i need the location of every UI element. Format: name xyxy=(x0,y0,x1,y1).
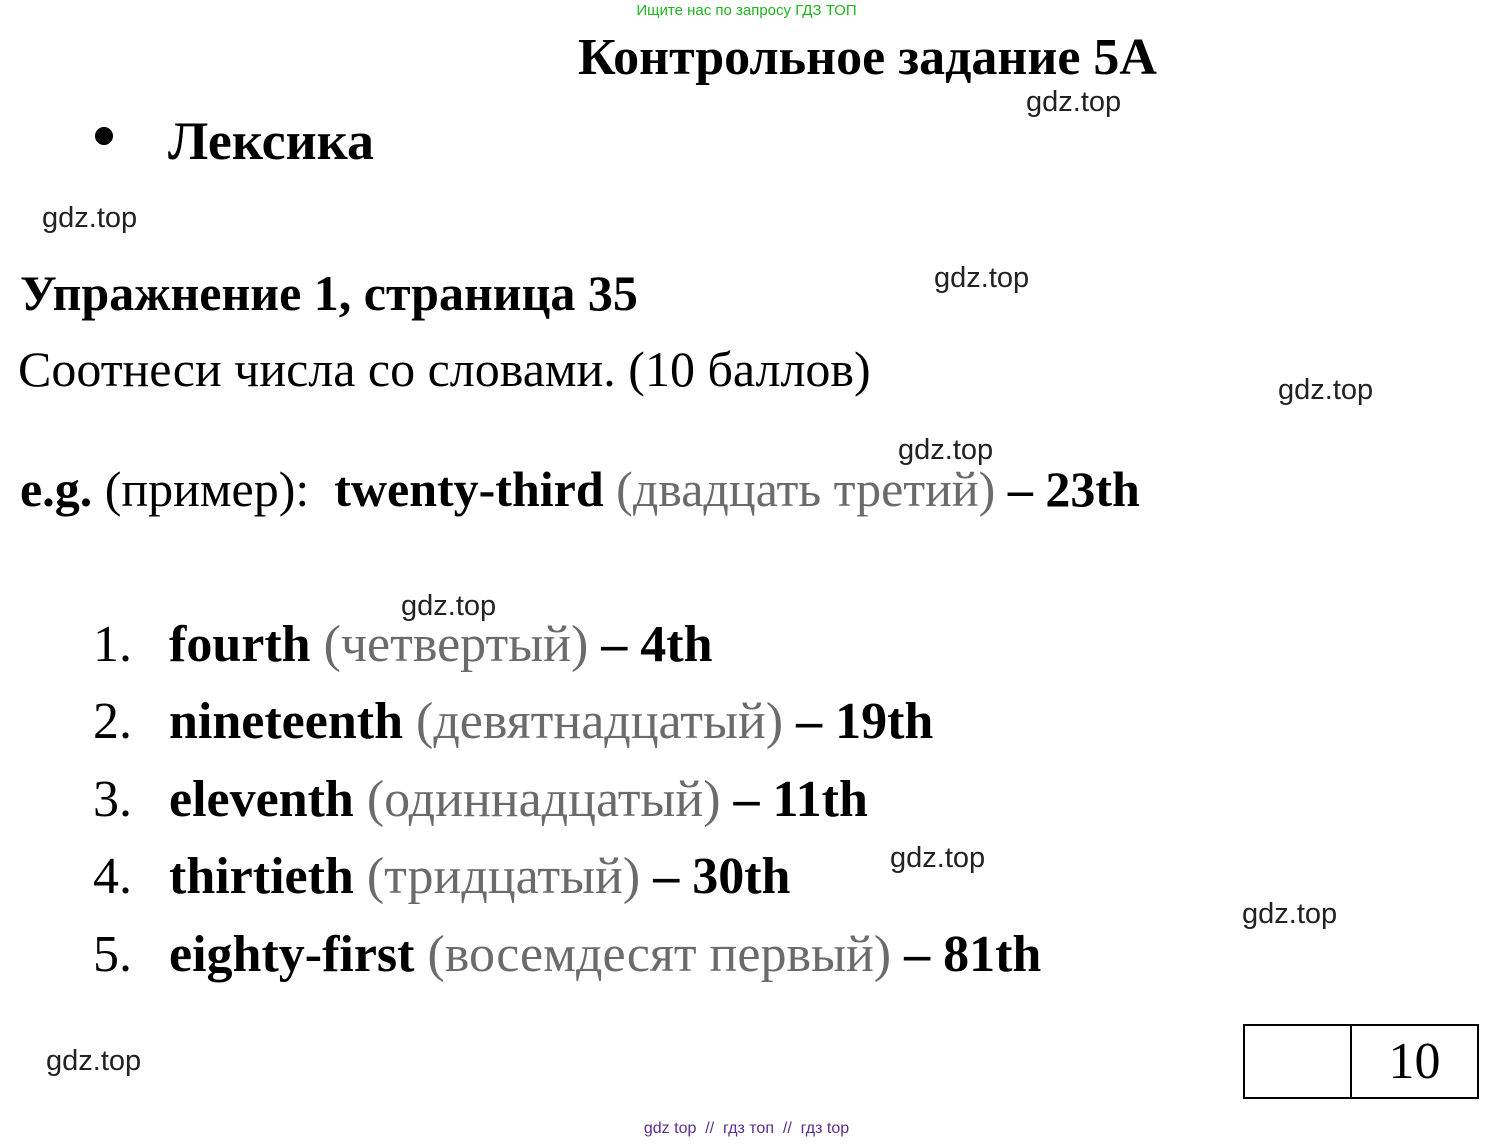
example-translation: (двадцать третий) xyxy=(603,461,1008,517)
score-earned-cell xyxy=(1245,1026,1352,1097)
example-note: (пример): xyxy=(92,461,335,517)
answer-item xyxy=(93,770,868,829)
item-word: fourth xyxy=(169,616,311,673)
item-word: eleventh xyxy=(169,771,354,828)
item-translation: (четвертый) xyxy=(310,616,602,673)
answer-item xyxy=(93,615,713,674)
example-word: twenty-third xyxy=(334,461,604,517)
item-translation: (девятнадцатый) xyxy=(403,693,797,750)
example-prefix: e.g. xyxy=(20,461,93,517)
exercise-instruction: Соотнеси числа со словами. (10 баллов) xyxy=(18,341,871,397)
item-answer: – 4th xyxy=(601,616,713,673)
bullet-icon xyxy=(95,127,113,145)
item-answer: – 81th xyxy=(904,926,1042,983)
footer-watermark: gdz top // гдз топ // гдз top xyxy=(643,1120,850,1137)
watermark: gdz.top xyxy=(898,434,994,466)
answer-item xyxy=(93,847,790,906)
example-answer: – 23th xyxy=(1007,461,1140,517)
item-translation: (одиннадцатый) xyxy=(353,771,734,828)
item-answer: – 30th xyxy=(653,848,791,905)
item-answer: – 19th xyxy=(796,693,934,750)
exercise-heading: Упражнение 1, страница 35 xyxy=(20,265,638,321)
item-word: nineteenth xyxy=(169,693,403,750)
watermark: gdz.top xyxy=(1242,898,1338,930)
item-number: 5. xyxy=(93,926,132,983)
item-number: 4. xyxy=(93,848,132,905)
answer-item xyxy=(93,925,1041,984)
watermark: gdz.top xyxy=(42,202,138,234)
item-word: thirtieth xyxy=(169,848,354,905)
watermark: gdz.top xyxy=(1278,374,1374,406)
watermark: gdz.top xyxy=(46,1045,142,1077)
section-title: Лексика xyxy=(168,111,374,171)
item-translation: (тридцатый) xyxy=(353,848,654,905)
answer-item xyxy=(93,692,933,751)
item-translation: (восемдесят первый) xyxy=(414,926,905,983)
item-number: 3. xyxy=(93,771,132,828)
watermark: gdz.top xyxy=(890,842,986,874)
watermark: gdz.top xyxy=(1026,86,1122,118)
top-banner: Ищите нас по запросу ГДЗ ТОП xyxy=(636,2,857,19)
page-title: Контрольное задание 5А xyxy=(578,29,1157,86)
example-line xyxy=(20,460,1140,518)
item-number: 2. xyxy=(93,693,132,750)
watermark: gdz.top xyxy=(401,590,497,622)
watermark: gdz.top xyxy=(934,262,1030,294)
item-answer: – 11th xyxy=(733,771,868,828)
item-word: eighty-first xyxy=(169,926,415,983)
score-max-value: 10 xyxy=(1388,1033,1441,1090)
item-number: 1. xyxy=(93,616,132,673)
score-box xyxy=(1243,1024,1479,1099)
